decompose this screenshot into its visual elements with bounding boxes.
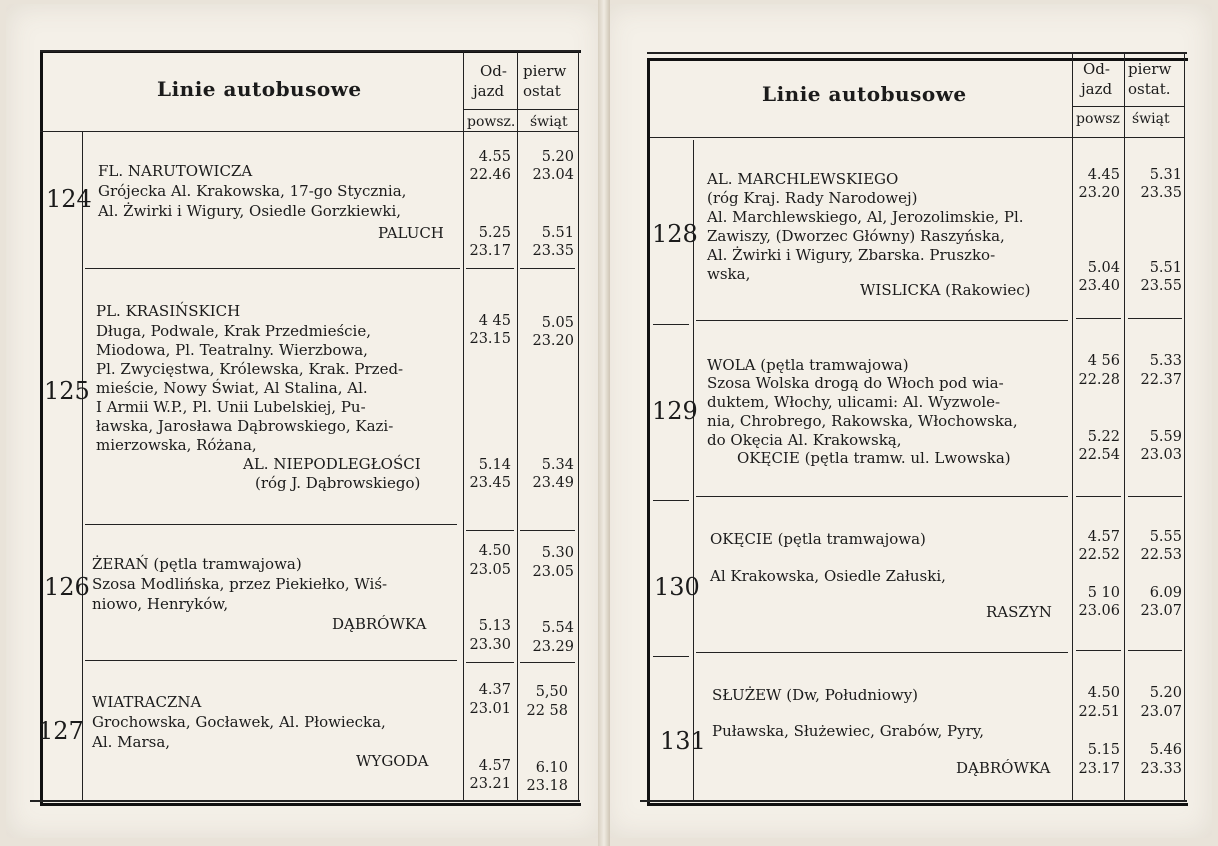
departure-time: 5 10 [1087,585,1120,601]
book-spine [598,0,610,846]
route-via-line: Długa, Podwale, Krak Przedmieście, [96,322,372,340]
departure-time: 4 45 [478,313,511,329]
route-end: DĄBRÓWKA [332,615,427,633]
departure-time: 6.10 [535,760,568,776]
route-via-line: Puławska, Służewiec, Grabów, Pyry, [712,722,985,740]
departure-time: 6.09 [1149,585,1182,601]
route-via-line: (róg Kraj. Rady Narodowej) [707,189,918,207]
departure-time: 4.57 [478,758,511,774]
departure-time: 23.07 [1140,704,1182,720]
route-start: PL. KRASIŃSKICH [96,302,241,320]
pierw-header: pierw [1128,60,1172,78]
departure-time: 5.30 [541,545,574,561]
departure-time: 4.57 [1087,529,1120,545]
route-number: 126 [44,573,90,601]
departure-time: 5.20 [541,149,574,165]
route-number: 127 [38,717,84,745]
route-via-line: Miodowa, Pl. Teatralny. Wierzbowa, [96,341,368,359]
departure-time: 22.46 [469,167,511,183]
departure-time: 5.31 [1149,167,1182,183]
route-via-line: mierzowska, Różana, [96,436,257,454]
departure-time: 5.04 [1087,260,1120,276]
route-start: WIATRACZNA [92,693,202,711]
powsz-header: powsz [1076,111,1120,127]
route-via-line: niowo, Henryków, [92,595,229,613]
route-via-line: ławska, Jarosława Dąbrowskiego, Kazi- [96,417,394,435]
departure-time: 22.37 [1140,372,1182,388]
departure-time: 22.53 [1140,547,1182,563]
departure-time: 22 58 [526,703,568,719]
departure-time: 23.55 [1140,278,1182,294]
departure-time: 23.05 [469,562,511,578]
departure-time: 23.33 [1140,761,1182,777]
departure-time: 4 56 [1087,353,1120,369]
departure-time: 23.15 [469,331,511,347]
table-title: Linie autobusowe [157,77,362,101]
route-start: WOLA (pętla tramwajowa) [707,356,909,374]
odjazd-header-line2: jazd [1081,80,1113,98]
pierw-header: pierw [523,62,567,80]
departure-time: 4.50 [478,543,511,559]
route-end: WISLICKA (Rakowiec) [860,281,1031,299]
route-via-line: Al Krakowska, Osiedle Załuski, [710,567,946,585]
departure-time: 23.49 [532,475,574,491]
departure-time: 4.45 [1087,167,1120,183]
route-number: 125 [44,377,90,405]
departure-time: 5.51 [1149,260,1182,276]
route-via-line: Al. Żwirki i Wigury, Zbarska. Pruszko- [707,246,996,264]
route-via-line: Szosa Modlińska, przez Piekiełko, Wiś- [92,575,388,593]
route-via-line: nia, Chrobrego, Rakowska, Włochowska, [707,412,1018,430]
route-end: RASZYN [986,603,1052,621]
route-end: DĄBRÓWKA [956,759,1051,777]
departure-time: 23.04 [532,167,574,183]
departure-time: 23.01 [469,701,511,717]
departure-time: 5.05 [541,315,574,331]
route-number: 129 [652,397,698,425]
route-number: 130 [654,573,700,601]
swiat-header: świąt [1132,111,1170,127]
odjazd-header-line1: Od- [1083,60,1110,78]
departure-time: 5.34 [541,457,574,473]
departure-time: 23.20 [532,333,574,349]
departure-time: 23.03 [1140,447,1182,463]
route-end: AL. NIEPODLEGŁOŚCI [243,455,421,473]
departure-time: 23.35 [532,243,574,259]
swiat-header: świąt [530,114,568,130]
route-number: 131 [660,727,706,755]
departure-time: 23.07 [1140,603,1182,619]
departure-time: 23.17 [1078,761,1120,777]
route-end: OKĘCIE (pętla tramw. ul. Lwowska) [737,449,1011,467]
departure-time: 4.50 [1087,685,1120,701]
route-via-line: Al. Marchlewskiego, Al, Jerozolimskie, Pl. [707,208,1024,226]
departure-time: 4.37 [478,682,511,698]
route-via-line: Grochowska, Gocławek, Al. Płowiecka, [92,713,386,731]
route-start: ŻERAŃ (pętla tramwajowa) [92,555,302,573]
route-start: FL. NARUTOWICZA [98,162,253,180]
departure-time: 23.17 [469,243,511,259]
route-start: SŁUŻEW (Dw, Południowy) [712,686,919,704]
table-title: Linie autobusowe [762,82,967,106]
departure-time: 5,50 [535,684,568,700]
route-via-line: Al. Marsa, [92,733,171,751]
departure-time: 5.25 [478,225,511,241]
departure-time: 5.51 [541,225,574,241]
route-via-line: I Armii W.P., Pl. Unii Lubelskiej, Pu- [96,398,366,416]
departure-time: 5.54 [541,620,574,636]
route-start: AL. MARCHLEWSKIEGO [707,170,899,188]
route-via-line: do Okęcia Al. Krakowską, [707,431,902,449]
route-via-line: wska, [707,265,751,283]
departure-time: 22.52 [1078,547,1120,563]
route-end: PALUCH [378,224,444,242]
route-end: WYGODA [356,752,429,770]
departure-time: 23.30 [469,637,511,653]
departure-time: 23.20 [1078,185,1120,201]
route-via-line: Grójecka Al. Krakowska, 17-go Stycznia, [98,182,407,200]
powsz-header: powsz. [467,114,516,130]
departure-time: 23.40 [1078,278,1120,294]
odjazd-header-line1: Od- [480,62,507,80]
departure-time: 23.18 [526,778,568,794]
departure-time: 23.45 [469,475,511,491]
departure-time: 5.13 [478,618,511,634]
departure-time: 4.55 [478,149,511,165]
route-via-line: duktem, Włochy, ulicami: Al. Wyzwole- [707,393,1001,411]
departure-time: 5.14 [478,457,511,473]
route-via-line: Zawiszy, (Dworzec Główny) Raszyńska, [707,227,1005,245]
departure-time: 5.59 [1149,429,1182,445]
departure-time: 23.29 [532,639,574,655]
departure-time: 23.35 [1140,185,1182,201]
departure-time: 22.28 [1078,372,1120,388]
departure-time: 23.06 [1078,603,1120,619]
departure-time: 5.22 [1087,429,1120,445]
departure-time: 5.20 [1149,685,1182,701]
departure-time: 22.51 [1078,704,1120,720]
departure-time: 5.33 [1149,353,1182,369]
ostat-header: ostat. [1128,80,1171,98]
ostat-header: ostat [523,82,561,100]
route-via-line: mieście, Nowy Świat, Al Stalina, Al. [96,379,368,397]
departure-time: 22.54 [1078,447,1120,463]
departure-time: 5.55 [1149,529,1182,545]
route-via-line: Szosa Wolska drogą do Włoch pod wia- [707,374,1004,392]
departure-time: 23.21 [469,776,511,792]
route-start: OKĘCIE (pętla tramwajowa) [710,530,926,548]
odjazd-header-line2: jazd [473,82,505,100]
route-number: 124 [46,185,92,213]
route-end-note: (róg J. Dąbrowskiego) [255,474,421,492]
departure-time: 23.05 [532,564,574,580]
route-via-line: Pl. Zwycięstwa, Królewska, Krak. Przed- [96,360,404,378]
departure-time: 5.46 [1149,742,1182,758]
route-number: 128 [652,220,698,248]
departure-time: 5.15 [1087,742,1120,758]
route-via-line: Al. Żwirki i Wigury, Osiedle Gorzkiewki, [98,202,402,220]
